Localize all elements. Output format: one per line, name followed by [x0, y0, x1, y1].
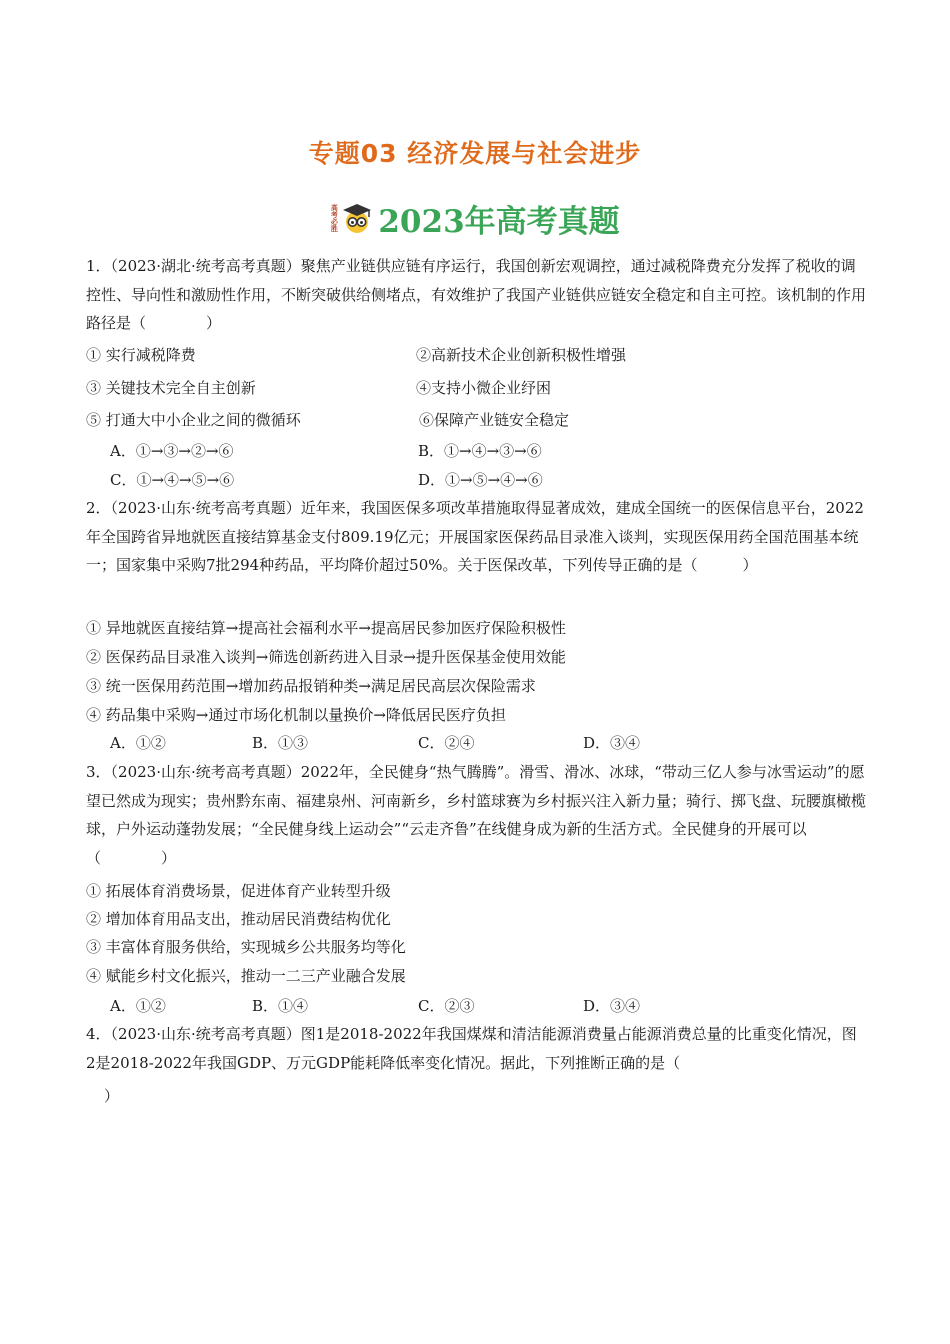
question-3-option-d: D．③④	[583, 997, 641, 1015]
question-2-item: ④ 药品集中采购→通过市场化机制以量换价→降低居民医疗负担	[86, 706, 506, 724]
question-2-option-b: B．①③	[252, 734, 309, 752]
question-1-stem: 1．（2023·湖北·统考高考真题）聚焦产业链供应链有序运行，我国创新宏观调控，通过减税降费充分发挥了税收的调控性、导向性和激励性作用，不断突破供给侧堵点，有效维护了我国产业链供应链安全稳定和自主可控。该机制的作用路径是（ ）	[86, 257, 867, 332]
question-3-item: ③ 丰富体育服务供给，实现城乡公共服务均等化	[86, 938, 406, 956]
question-3-option-a: A．①②	[110, 997, 166, 1015]
question-2-option-d: D．③④	[583, 734, 641, 752]
question-3-option-b: B．①④	[252, 997, 309, 1015]
page-title: 专题03 经济发展与社会进步	[308, 139, 642, 168]
question-1-item: ③ 关键技术完全自主创新	[86, 379, 256, 397]
banner-text: 2023年高考真题	[378, 203, 620, 240]
question-1-item: ②高新技术企业创新积极性增强	[416, 346, 627, 364]
question-1-item: ⑥保障产业链安全稳定	[419, 411, 570, 429]
question-2-item: ① 异地就医直接结算→提高社会福利水平→提高居民参加医疗保险积极性	[86, 619, 566, 637]
question-4-stem-tail: ）	[104, 1087, 120, 1105]
badge-text: 高考必胜	[330, 204, 340, 232]
question-1-option-a: A．①→③→②→⑥	[110, 442, 234, 460]
question-1-option-d: D．①→⑤→④→⑥	[418, 471, 543, 489]
question-2-option-a: A．①②	[110, 734, 166, 752]
question-2-item: ② 医保药品目录准入谈判→筛选创新药进入目录→提升医保基金使用效能	[86, 648, 566, 666]
question-1-item: ⑤ 打通大中小企业之间的微循环	[86, 411, 301, 429]
question-3-stem: 3．（2023·山东·统考高考真题）2022年，全民健身“热气腾腾”。滑雪、滑冰、冰球，“带动三亿人参与冰雪运动”的愿望已然成为现实；贵州黔东南、福建泉州、河南新乡，乡村篮球赛为乡村振兴注入新力量；骑行、掷飞盘、玩腰旗橄榄球，户外运动蓬勃发展；“全民健身线上运动会”“云走齐鲁”在线健身成为新的生活方式。全民健身的开展可以（ ）	[86, 763, 867, 867]
badge	[330, 201, 374, 235]
question-1-option-b: B．①→④→③→⑥	[418, 442, 542, 460]
question-2-option-c: C．②④	[418, 734, 475, 752]
question-2-item: ③ 统一医保用药范围→增加药品报销种类→满足居民高层次保险需求	[86, 677, 536, 695]
question-4-stem: 4．（2023·山东·统考高考真题）图1是2018-2022年我国煤煤和清洁能源消费量占能源消费总量的比重变化情况，图2是2018-2022年我国GDP、万元GDP能耗降低率变化情况。据此，下列推断正确的是（	[86, 1025, 857, 1072]
question-3-option-c: C．②③	[418, 997, 475, 1015]
exam-banner	[0, 196, 950, 240]
question-3-item: ④ 赋能乡村文化振兴，推动一二三产业融合发展	[86, 967, 406, 985]
question-3-item: ① 拓展体育消费场景，促进体育产业转型升级	[86, 882, 391, 900]
graduate-mascot-icon	[340, 201, 374, 235]
question-3-item: ② 增加体育用品支出，推动居民消费结构优化	[86, 910, 391, 928]
question-1-item: ④支持小微企业纾困	[416, 379, 552, 397]
question-1-item: ① 实行减税降费	[86, 346, 196, 364]
question-1-option-c: C．①→④→⑤→⑥	[110, 471, 235, 489]
question-2-stem: 2．（2023·山东·统考高考真题）近年来，我国医保多项改革措施取得显著成效，建成全国统一的医保信息平台，2022年全国跨省异地就医直接结算基金支付809.19亿元；开展国家医保药品目录准入谈判，实现医保用药全国范围基本统一；国家集中采购7批294种药品，平均降价超过50%。关于医保改革，下列传导正确的是（ ）	[86, 499, 864, 574]
